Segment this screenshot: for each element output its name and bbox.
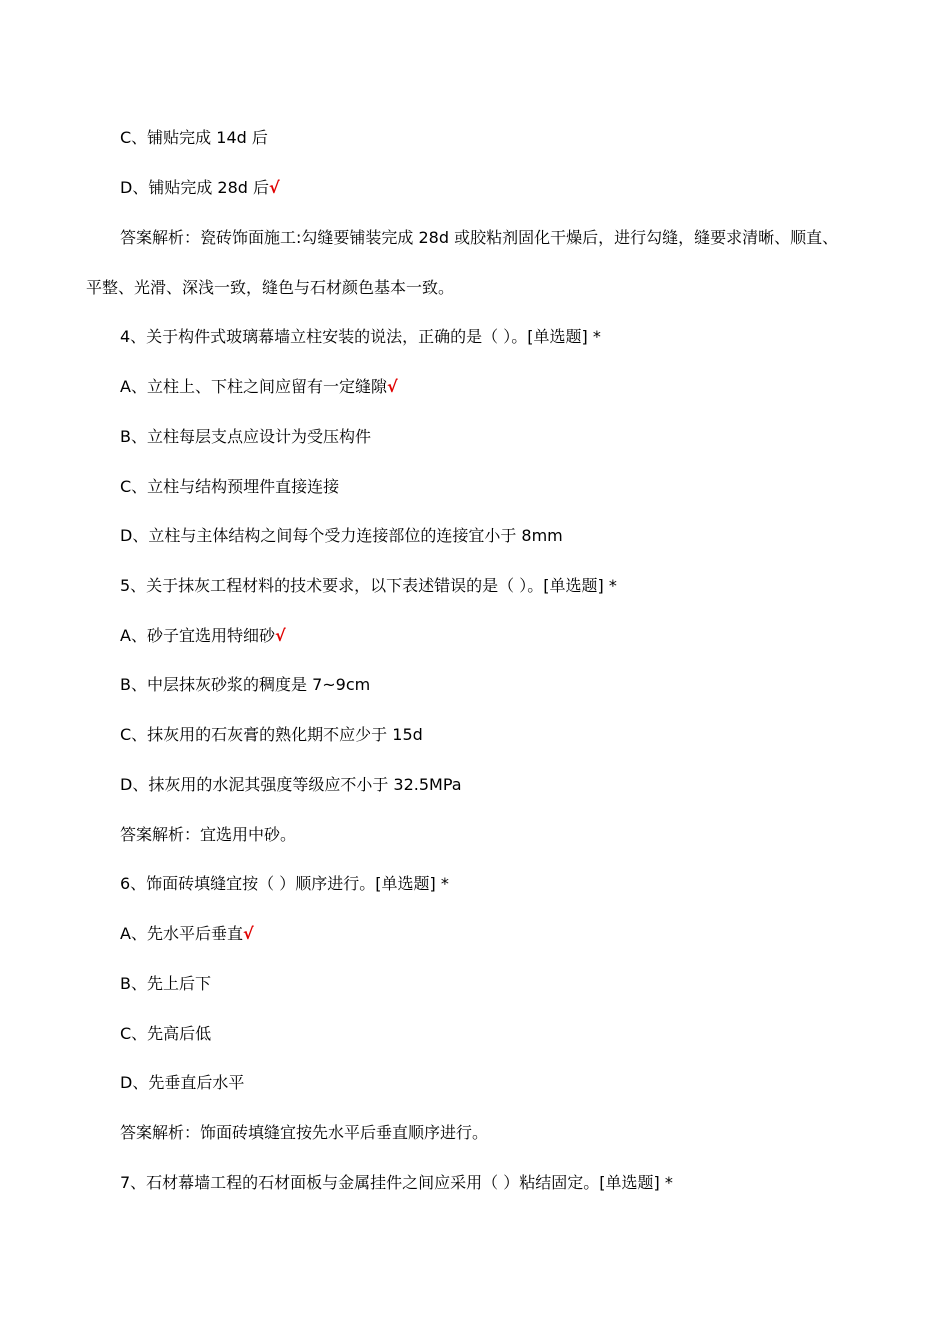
correct-check-icon: √ — [386, 377, 398, 396]
answer-explanation — [120, 1123, 488, 1143]
option-text: B、先上后下 — [120, 974, 211, 993]
question-7 — [120, 1173, 673, 1193]
question-text: 7、石材幕墙工程的石材面板与金属挂件之间应采用（ ）粘结固定。[单选题] * — [120, 1173, 673, 1192]
question-text: 5、关于抹灰工程材料的技术要求，以下表述错误的是（ ）。[单选题] * — [120, 576, 617, 595]
option-a — [120, 924, 254, 944]
explanation-text: 答案解析：饰面砖填缝宜按先水平后垂直顺序进行。 — [120, 1123, 489, 1142]
option-text: C、抹灰用的石灰膏的熟化期不应少于 15d — [120, 725, 423, 744]
option-text: B、中层抹灰砂浆的稠度是 7~9cm — [120, 675, 371, 694]
option-d — [120, 775, 462, 795]
option-b — [120, 675, 370, 695]
option-c — [120, 725, 423, 745]
option-text: A、先水平后垂直 — [120, 924, 243, 943]
option-text: C、先高后低 — [120, 1024, 212, 1043]
option-text: C、铺贴完成 14d 后 — [120, 128, 268, 147]
explanation-text: 答案解析：瓷砖饰面施工:勾缝要铺装完成 28d 或胶粘剂固化干燥后，进行勾缝，缝要求清晰、顺直、 — [120, 228, 839, 247]
question-text: 4、关于构件式玻璃幕墙立柱安装的说法，正确的是（ ）。[单选题] * — [120, 327, 601, 346]
explanation-text: 平整、光滑、深浅一致，缝色与石材颜色基本一致。 — [86, 278, 455, 297]
option-d — [120, 1073, 244, 1093]
option-a — [120, 377, 398, 397]
correct-check-icon: √ — [269, 178, 280, 197]
explanation-text: 答案解析：宜选用中砂。 — [120, 825, 297, 844]
option-b — [120, 974, 211, 994]
answer-explanation — [120, 825, 296, 845]
question-text: 6、饰面砖填缝宜按（ ）顺序进行。[单选题] * — [120, 874, 449, 893]
question-4 — [120, 327, 601, 347]
option-c — [120, 128, 268, 148]
question-5 — [120, 576, 617, 596]
option-a — [120, 626, 286, 646]
option-text: D、抹灰用的水泥其强度等级应不小于 32.5MPa — [120, 775, 462, 794]
question-6 — [120, 874, 449, 894]
option-text: B、立柱每层支点应设计为受压构件 — [120, 427, 371, 446]
option-c — [120, 477, 339, 497]
answer-explanation-continued — [86, 278, 454, 298]
option-d — [120, 178, 280, 198]
option-d — [120, 526, 563, 546]
option-text: D、先垂直后水平 — [120, 1073, 245, 1092]
option-text: D、立柱与主体结构之间每个受力连接部位的连接宜小于 8mm — [120, 526, 563, 545]
option-c — [120, 1024, 211, 1044]
option-text: D、铺贴完成 28d 后 — [120, 178, 270, 197]
correct-check-icon: √ — [274, 626, 286, 645]
correct-check-icon: √ — [242, 924, 254, 943]
answer-explanation — [120, 228, 838, 248]
option-text: C、立柱与结构预埋件直接连接 — [120, 477, 340, 496]
option-text: A、砂子宜选用特细砂 — [120, 626, 275, 645]
option-text: A、立柱上、下柱之间应留有一定缝隙 — [120, 377, 387, 396]
option-b — [120, 427, 371, 447]
